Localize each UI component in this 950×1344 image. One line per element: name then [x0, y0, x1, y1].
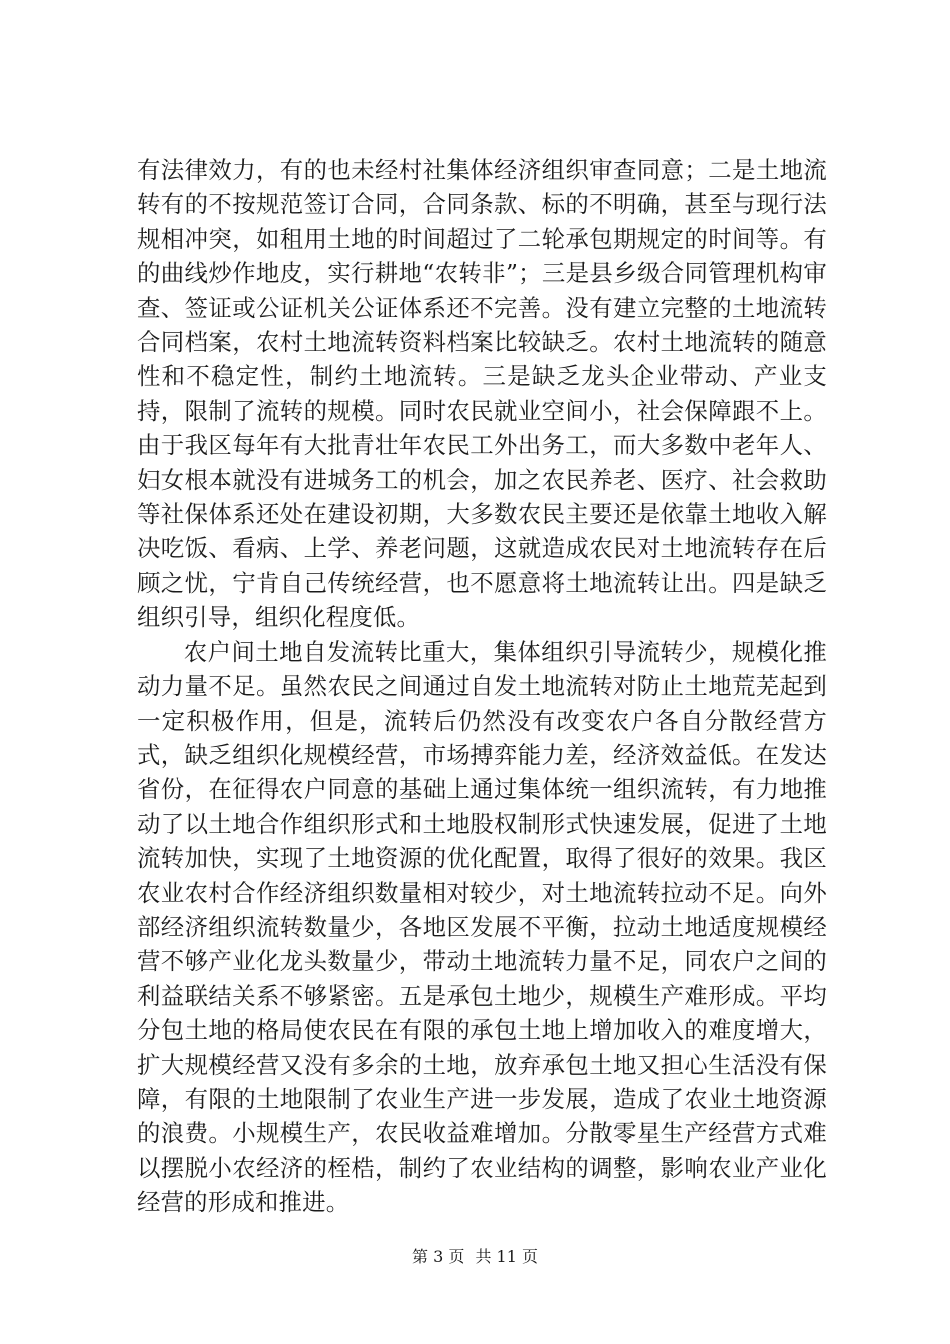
document-body	[137, 153, 827, 1220]
page-footer	[0, 1247, 950, 1267]
paragraph-2: 农户间土地自发流转比重大，集体组织引导流转少，规模化推动力量不足。虽然农民之间通过自发土地流转对防止土地荒芜起到一定积极作用，但是，流转后仍然没有改变农户各自分散经营方式，缺乏组织化规模经营，市场搏弈能力差，经济效益低。在发达省份，在征得农户同意的基础上通过集体统一组织流转，有力地推动了以土地合作组织形式和土地股权制形式快速发展，促进了土地流转加快，实现了土地资源的优化配置，取得了很好的效果。我区农业农村合作经济组织数量相对较少，对土地流转拉动不足。向外部经济组织流转数量少，各地区发展不平衡，拉动土地适度规模经营不够产业化龙头数量少，带动土地流转力量不足，同农户之间的利益联结关系不够紧密。五是承包土地少，规模生产难形成。平均分包土地的格局使农民在有限的承包土地上增加收入的难度增大，扩大规模经营又没有多余的土地，放弃承包土地又担心生活没有保障，有限的土地限制了农业生产进一步发展，造成了农业土地资源的浪费。小规模生产，农民收益难增加。分散零星生产经营方式难以摆脱小农经济的桎梏，制约了农业结构的调整，影响农业产业化经营的形成和推进。	[137, 637, 827, 1217]
paragraph-1: 有法律效力，有的也未经村社集体经济组织审查同意；二是土地流转有的不按规范签订合同，合同条款、标的不明确，甚至与现行法规相冲突，如租用土地的时间超过了二轮承包期规定的时间等。有的曲线炒作地皮，实行耕地“农转非”；三是县乡级合同管理机构审查、签证或公证机关公证体系还不完善。没有建立完整的土地流转合同档案，农村土地流转资料档案比较缺乏。农村土地流转的随意性和不稳定性，制约土地流转。三是缺乏龙头企业带动、产业支持，限制了流转的规模。同时农民就业空间小，社会保障跟不上。由于我区每年有大批青壮年农民工外出务工，而大多数中老年人、妇女根本就没有进城务工的机会，加之农民养老、医疗、社会救助等社保体系还处在建设初期，大多数农民主要还是依靠土地收入解决吃饭、看病、上学、养老问题，这就造成农民对土地流转存在后顾之忧，宁肯自己传统经营，也不愿意将土地流转让出。四是缺乏组织引导，组织化程度低。	[137, 156, 827, 632]
page-number: 第 3 页	[412, 1247, 465, 1266]
page-total: 共 11 页	[475, 1247, 538, 1266]
